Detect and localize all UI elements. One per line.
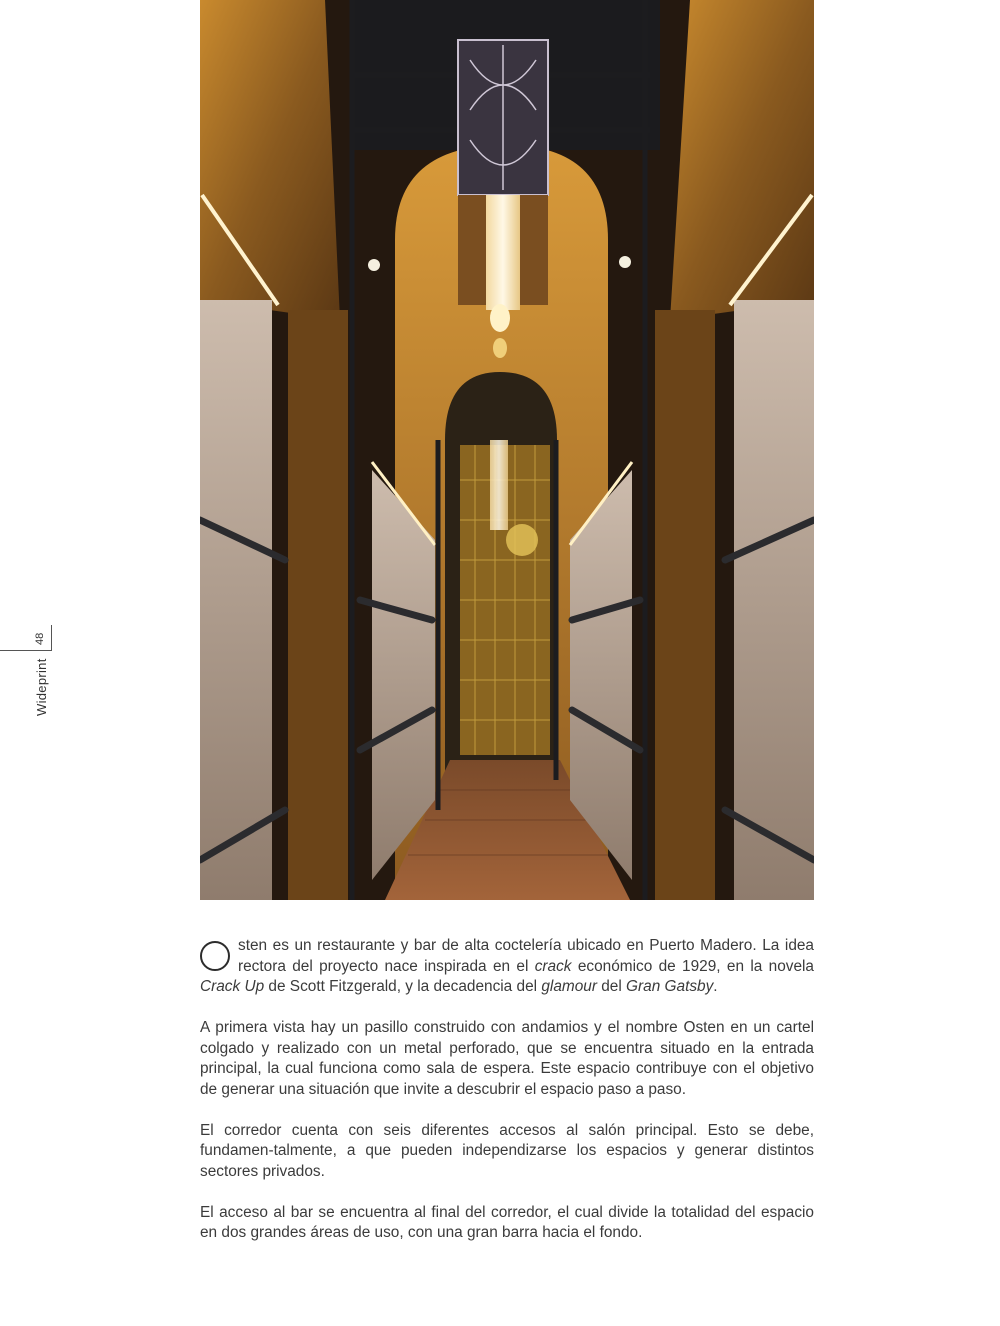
p1-text-c: económico de 1929, en la novela	[571, 957, 814, 975]
p1-gran-gatsby: Gran Gatsby	[626, 978, 714, 995]
p1-crack-up: Crack Up	[200, 978, 265, 995]
page-number: 48	[34, 632, 46, 645]
article-body	[200, 936, 814, 1264]
p1-crack: crack	[534, 957, 572, 975]
p1-text-g: del	[596, 978, 627, 995]
paragraph-4: El acceso al bar se encuentra al final del corredor, el cual divide la totalidad del espacio en dos grandes áreas de uso, con una gran barra hacia el fondo.	[200, 1203, 814, 1241]
paragraph-3: El corredor cuenta con seis diferentes accesos al salón principal. Esto se debe, fundamen-talmente, a que pueden independizarse los espacios y generar distintos sectores privados.	[200, 1121, 814, 1180]
corridor-photo	[200, 0, 814, 900]
p1-glamour: glamour	[541, 978, 597, 995]
paragraph-2: A primera vista hay un pasillo construido con andamios y el nombre Osten en un cartel colgado y realizado con un metal perforado, que se encuentra situado en la entrada principal, la cual funciona como sala de espera. Este espacio contribuye con el objetivo de generar una situación que invite a descubrir el espacio paso a paso.	[200, 1019, 814, 1098]
p1-text-e: de Scott Fitzgerald, y la decadencia del	[264, 978, 542, 995]
dropcap-o	[200, 941, 230, 971]
paragraph-1	[200, 936, 814, 998]
p1-text-i: .	[713, 978, 718, 995]
folio-rule	[0, 650, 52, 651]
magazine-name: Wideprint	[34, 658, 49, 716]
folio-divider	[51, 625, 52, 651]
p1-text-a: sten es un restaurante y bar de alta coctelería ubicado en Puerto Madero. La idea rectora del proyecto nace inspirada en el	[238, 937, 814, 975]
